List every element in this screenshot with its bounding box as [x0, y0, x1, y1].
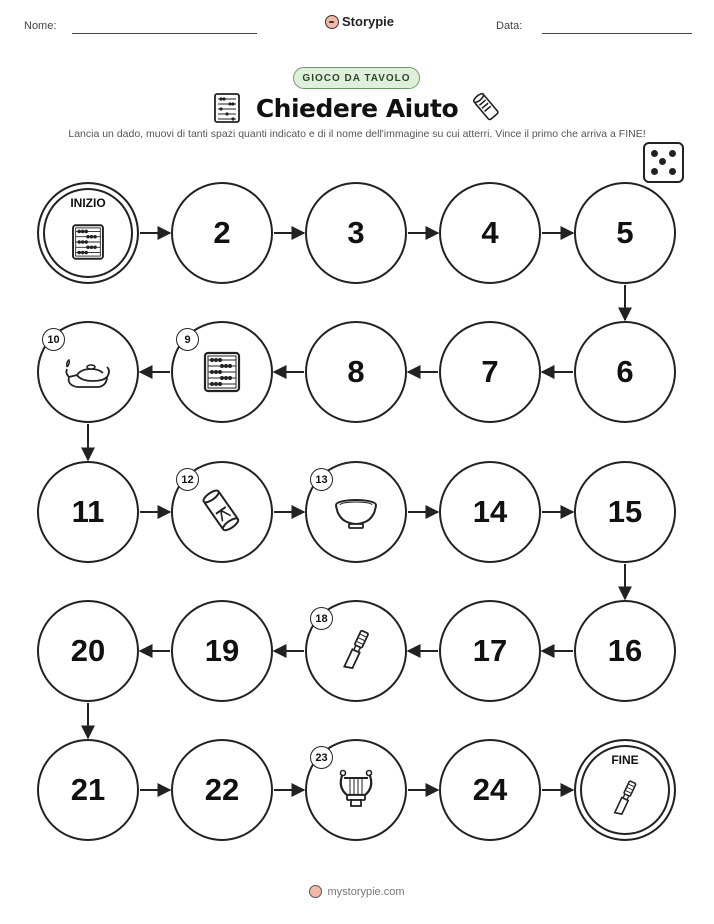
space-number: 7	[481, 354, 499, 389]
footer	[0, 885, 714, 898]
lyre-icon	[331, 765, 381, 815]
board-space	[171, 600, 273, 702]
board-space	[574, 321, 676, 423]
board-space	[439, 600, 541, 702]
name-field-line[interactable]	[72, 33, 257, 34]
board-space	[305, 182, 407, 284]
scroll-icon	[197, 487, 247, 537]
finish-space	[574, 739, 676, 841]
abacus-icon	[197, 347, 247, 397]
storypie-mascot-icon	[309, 885, 322, 898]
space-number-badge: 13	[310, 468, 333, 491]
board-space	[439, 182, 541, 284]
board-space	[171, 461, 273, 563]
board-space	[439, 461, 541, 563]
space-number: 24	[472, 772, 508, 807]
space-number: 14	[472, 494, 508, 529]
footer-url[interactable]: mystorypie.com	[327, 885, 405, 898]
space-number: 22	[204, 772, 240, 807]
die-five-icon	[643, 142, 684, 183]
space-number: 15	[607, 494, 643, 529]
board-space	[37, 600, 139, 702]
date-field-line[interactable]	[542, 33, 692, 34]
title-row	[0, 88, 714, 128]
board-space	[37, 739, 139, 841]
chisel-icon	[603, 777, 647, 821]
date-label: Data:	[496, 20, 523, 32]
space-number: 3	[347, 215, 365, 250]
board-space	[37, 321, 139, 423]
board-space	[439, 321, 541, 423]
space-number-badge: 18	[310, 607, 333, 630]
space-number: 20	[70, 633, 106, 668]
space-number: 11	[71, 494, 105, 529]
storypie-mascot-icon	[325, 15, 339, 29]
instructions-text: Lancia un dado, muovi di tanti spazi quanti indicato e di il nome dell'immagine su cui atterri. Vince il primo che arriva a FINE!	[68, 128, 646, 140]
board-space	[305, 739, 407, 841]
space-number: 17	[472, 633, 508, 668]
game-type-badge: GIOCO DA TAVOLO	[293, 67, 420, 89]
space-number: 21	[70, 772, 106, 807]
start-space	[37, 182, 139, 284]
abacus-icon	[66, 220, 110, 264]
oil-lamp-icon	[63, 347, 113, 397]
board-space	[574, 600, 676, 702]
board-space	[171, 321, 273, 423]
space-number: 19	[204, 633, 240, 668]
board-space	[305, 461, 407, 563]
board-space	[37, 461, 139, 563]
space-label: FINE	[611, 753, 639, 767]
board-space	[305, 600, 407, 702]
bowl-icon	[331, 487, 381, 537]
space-number-badge: 23	[310, 746, 333, 769]
scroll-icon	[472, 91, 502, 125]
space-number-badge: 12	[176, 468, 199, 491]
board-space	[171, 182, 273, 284]
abacus-icon	[212, 91, 242, 125]
page-title: Chiedere Aiuto	[255, 93, 459, 123]
name-label: Nome:	[24, 20, 57, 32]
board-space	[574, 461, 676, 563]
space-number: 5	[616, 215, 634, 250]
space-number: 2	[213, 215, 231, 250]
chisel-icon	[331, 626, 381, 676]
space-number: 4	[481, 215, 499, 250]
space-number-badge: 10	[42, 328, 65, 351]
space-number-badge: 9	[176, 328, 199, 351]
space-number: 6	[616, 354, 634, 389]
board-space	[574, 182, 676, 284]
board-space	[171, 739, 273, 841]
space-number: 8	[347, 354, 365, 389]
brand-name: Storypie	[342, 14, 395, 29]
brand-logo	[325, 14, 394, 29]
space-number: 16	[607, 633, 643, 668]
board-space	[305, 321, 407, 423]
space-label: INIZIO	[70, 196, 106, 210]
board-space	[439, 739, 541, 841]
